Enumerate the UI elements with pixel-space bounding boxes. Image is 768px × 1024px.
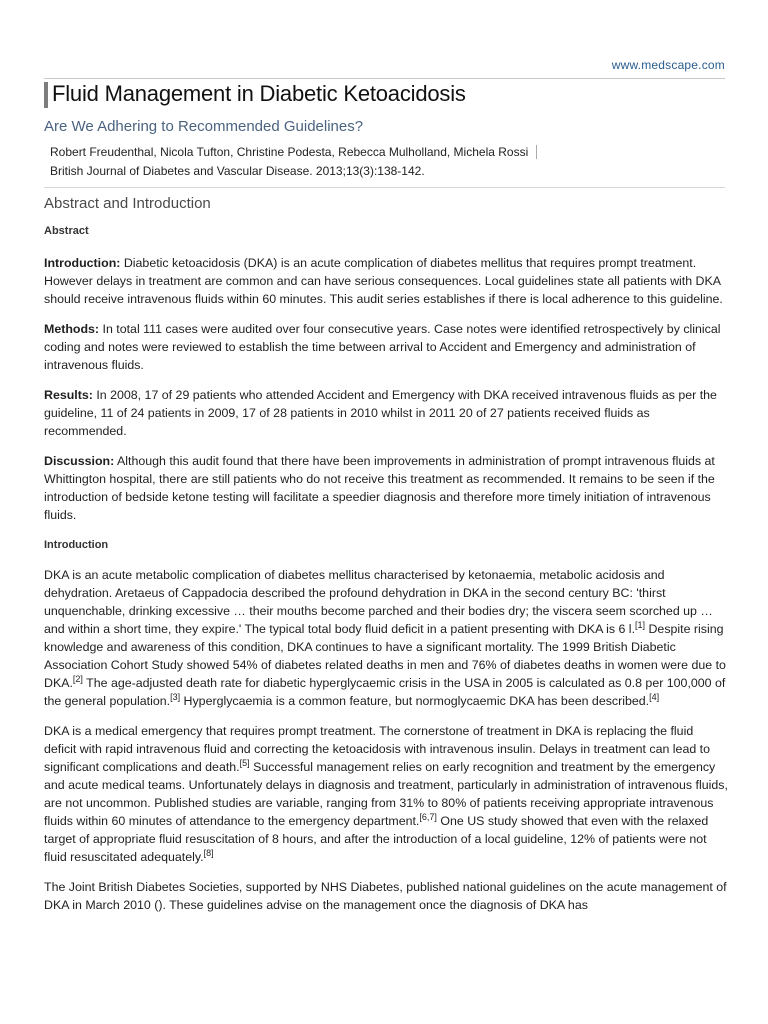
title-accent-bar (44, 82, 48, 108)
abstract-heading: Abstract (44, 225, 89, 237)
reference-link[interactable]: [2] (72, 674, 83, 684)
paragraph-text: Despite rising knowledge and awareness of this condition, DKA continues to have a significant mortality. The 1999 British Diabetic Association Cohort Study showed 54% of diabetes related deaths in men and 76% of diabetes deaths in women were due to DKA. (44, 622, 726, 690)
abstract-label: Introduction: (44, 256, 121, 270)
abstract-discussion (44, 452, 728, 524)
paragraph-text: One US study showed that even with the relaxed target of appropriate fluid resuscitation of 8 hours, and after the introduction of a local guideline, 12% of patients were not fluid resuscitated adequately. (44, 814, 709, 864)
site-link[interactable]: www.medscape.com (611, 58, 725, 72)
intro-paragraph-3: The Joint British Diabetes Societies, supported by NHS Diabetes, published national guidelines on the acute management of DKA in March 2010 (). These guidelines advise on the management once the diagnosis of DKA has (44, 880, 727, 912)
reference-link[interactable]: [3] (170, 692, 181, 702)
reference-link[interactable]: [6,7] (419, 812, 437, 822)
abstract-text: Although this audit found that there have been improvements in administration of prompt intravenous fluids at Whittington hospital, there are still patients who do not receive this treatment as recommended. It remains to be seen if the introduction of bedside ketone testing will facilitate a speedier diagnosis and therefore more timely initiation of intravenous fluids. (44, 454, 715, 522)
article-body (44, 222, 728, 926)
intro-paragraph-2 (44, 722, 728, 866)
abstract-methods (44, 320, 728, 374)
top-divider (44, 78, 725, 79)
reference-link[interactable]: [5] (239, 758, 250, 768)
abstract-label: Discussion: (44, 454, 115, 468)
section-divider (44, 187, 725, 188)
author-list (50, 145, 537, 159)
intro-paragraph-1 (44, 566, 728, 710)
abstract-label: Methods: (44, 322, 100, 336)
article-subtitle: Are We Adhering to Recommended Guidelines? (44, 118, 364, 135)
paragraph-text: DKA is an acute metabolic complication of diabetes mellitus characterised by ketonaemia, metabolic acidosis and dehydration. Aretaeus of Cappadocia described the profound dehydration in DKA in the second century BC: 'thirst unquenchable, drinking excessive … their mouths become parched and their bodies dry; the viscera seem scorched up … and within a short time, they expire.' The typical total body fluid deficit in a patient presenting with DKA is 6 l. (44, 568, 713, 636)
authors-text: Robert Freudenthal, Nicola Tufton, Christine Podesta, Rebecca Mulholland, Michela Rossi (50, 145, 529, 159)
paragraph-text: Hyperglycaemia is a common feature, but normoglycaemic DKA has been described. (180, 694, 650, 708)
paragraph-text: DKA is a medical emergency that requires prompt treatment. The cornerstone of treatment in DKA is replacing the fluid deficit with rapid intravenous fluid and correcting the ketoacidosis with intravenous insulin. Delays in treatment can lead to significant complications and death. (44, 724, 711, 774)
article-title: Fluid Management in Diabetic Ketoacidosis (52, 81, 466, 106)
abstract-introduction (44, 254, 728, 308)
abstract-label: Results: (44, 388, 93, 402)
abstract-text: In 2008, 17 of 29 patients who attended Accident and Emergency with DKA received intravenous fluids as per the guideline, 11 of 24 patients in 2009, 17 of 28 patients in 2010 whilst in 2011 20 of 27 patients received fluids as recommended. (44, 388, 717, 438)
abstract-results (44, 386, 728, 440)
abstract-text: Diabetic ketoacidosis (DKA) is an acute complication of diabetes mellitus that requires prompt treatment. However delays in treatment are common and can have serious consequences. Local guidelines state all patients with DKA should receive intravenous fluids within 60 minutes. This audit series establishes if there is local adherence to this guideline. (44, 256, 723, 306)
author-separator (536, 145, 537, 159)
introduction-heading: Introduction (44, 539, 109, 551)
reference-link[interactable]: [8] (203, 848, 214, 858)
reference-link[interactable]: [1] (635, 620, 646, 630)
section-title: Abstract and Introduction (44, 195, 211, 212)
paragraph-text: Successful management relies on early recognition and treatment by the emergency and acute medical teams. Unfortunately delays in diagnosis and treatment, particularly in administration of intravenous fluids, are not uncommon. Published studies are variable, ranging from 31% to 80% of patients receiving appropriate intravenous fluids within 60 minutes of attendance to the emergency department. (44, 760, 728, 828)
reference-link[interactable]: [4] (649, 692, 660, 702)
abstract-text: In total 111 cases were audited over four consecutive years. Case notes were identified retrospectively by clinical coding and notes were reviewed to establish the time between arrival to Accident and Emergency and administration of intravenous fluids. (44, 322, 721, 372)
journal-citation: British Journal of Diabetes and Vascular Disease. 2013;13(3):138-142. (50, 164, 425, 178)
paragraph-text: The age-adjusted death rate for diabetic hyperglycaemic crisis in the USA in 2005 is calculated as 0.8 per 100,000 of the general population. (44, 676, 726, 708)
